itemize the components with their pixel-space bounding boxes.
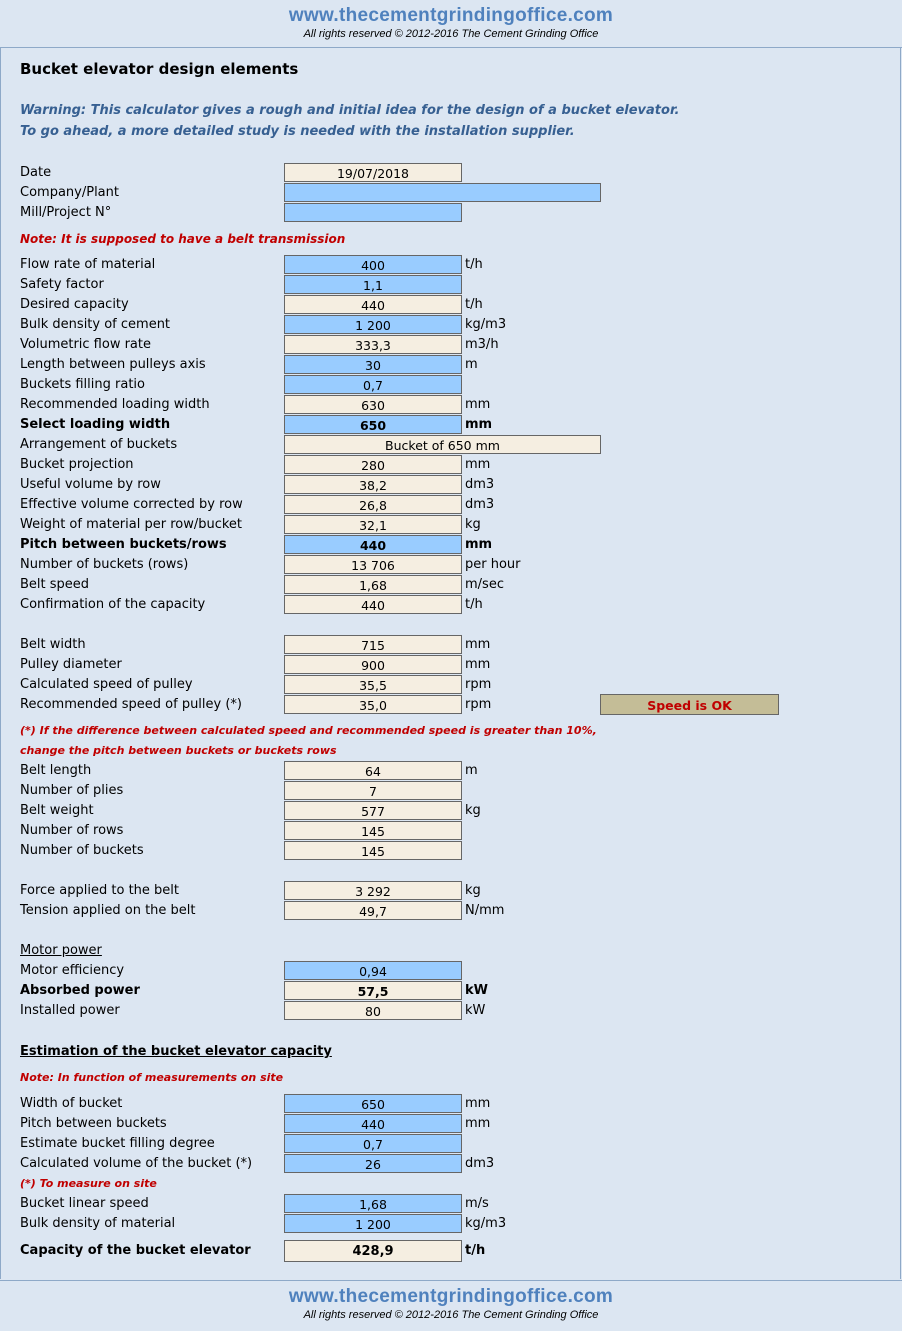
header-rights: All rights reserved © 2012-2016 The Cement Grinding Office xyxy=(303,28,599,40)
speed-status-badge: Speed is OK xyxy=(600,694,779,715)
row-label: Pitch between buckets xyxy=(20,1116,167,1131)
capacity-unit: t/h xyxy=(465,1243,486,1258)
site-footer xyxy=(0,1280,902,1331)
loading-width-input[interactable]: 650 xyxy=(284,415,462,434)
warning-line-1: Warning: This calculator gives a rough and initial idea for the design of a bucket elevator. xyxy=(20,103,680,118)
row-unit: m/sec xyxy=(465,577,504,592)
row-unit: m3/h xyxy=(465,337,499,352)
force-value: 3 292 xyxy=(284,881,462,900)
row-unit: kg/m3 xyxy=(465,317,507,332)
row-label: Weight of material per row/bucket xyxy=(20,517,243,532)
row-label: Tension applied on the belt xyxy=(20,903,196,918)
row-label: Calculated volume of the bucket (*) xyxy=(20,1156,253,1171)
row-label: Number of plies xyxy=(20,783,124,798)
speed-note-line-2: change the pitch between buckets or buckets rows xyxy=(20,744,337,757)
row-unit: mm xyxy=(465,397,491,412)
bulk-density-input[interactable]: 1 200 xyxy=(284,315,462,334)
row-label: Confirmation of the capacity xyxy=(20,597,206,612)
row-label: Motor efficiency xyxy=(20,963,125,978)
row-unit: kg xyxy=(465,517,481,532)
date-label: Date xyxy=(20,165,52,180)
bucket-pitch-input[interactable]: 440 xyxy=(284,1114,462,1133)
belt-speed-value: 1,68 xyxy=(284,575,462,594)
row-unit: kW xyxy=(465,983,488,998)
row-label: Number of buckets (rows) xyxy=(20,557,189,572)
row-unit: m xyxy=(465,357,478,372)
row-label: Pitch between buckets/rows xyxy=(20,537,227,552)
row-unit: per hour xyxy=(465,557,521,572)
pulley-length-input[interactable]: 30 xyxy=(284,355,462,374)
date-value: 19/07/2018 xyxy=(284,163,462,182)
row-unit: dm3 xyxy=(465,497,495,512)
row-unit: kg xyxy=(465,803,481,818)
row-label: Volumetric flow rate xyxy=(20,337,151,352)
row-unit: mm xyxy=(465,537,493,552)
safety-factor-input[interactable]: 1,1 xyxy=(284,275,462,294)
row-label: Buckets filling ratio xyxy=(20,377,145,392)
row-unit: kg/m3 xyxy=(465,1216,507,1231)
row-label: Arrangement of buckets xyxy=(20,437,178,452)
row-label: Belt length xyxy=(20,763,92,778)
row-label: Bucket linear speed xyxy=(20,1196,149,1211)
footer-url[interactable]: www.thecementgrindingoffice.com xyxy=(288,1286,614,1307)
row-label: Pulley diameter xyxy=(20,657,122,672)
row-label: Bucket projection xyxy=(20,457,134,472)
arrangement-value: Bucket of 650 mm xyxy=(284,435,601,454)
plies-value: 7 xyxy=(284,781,462,800)
flow-rate-input[interactable]: 400 xyxy=(284,255,462,274)
calculated-speed-value: 35,5 xyxy=(284,675,462,694)
absorbed-power-value: 57,5 xyxy=(284,981,462,1000)
installed-power-value: 80 xyxy=(284,1001,462,1020)
row-label: Desired capacity xyxy=(20,297,129,312)
belt-length-value: 64 xyxy=(284,761,462,780)
row-label: Installed power xyxy=(20,1003,120,1018)
row-label: Belt width xyxy=(20,637,86,652)
row-label: Number of buckets xyxy=(20,843,144,858)
recommended-speed-value: 35,0 xyxy=(284,695,462,714)
row-label: Recommended loading width xyxy=(20,397,210,412)
desired-capacity-value: 440 xyxy=(284,295,462,314)
row-unit: mm xyxy=(465,457,491,472)
row-unit: mm xyxy=(465,1116,491,1131)
row-unit: m xyxy=(465,763,478,778)
row-unit: t/h xyxy=(465,257,483,272)
row-unit: rpm xyxy=(465,677,492,692)
row-unit: mm xyxy=(465,657,491,672)
row-label: Belt weight xyxy=(20,803,94,818)
volumetric-flow-value: 333,3 xyxy=(284,335,462,354)
page-title: Bucket elevator design elements xyxy=(20,60,299,78)
number-buckets-hour-value: 13 706 xyxy=(284,555,462,574)
buckets-value: 145 xyxy=(284,841,462,860)
tension-value: 49,7 xyxy=(284,901,462,920)
row-label: Length between pulleys axis xyxy=(20,357,206,372)
row-label: Absorbed power xyxy=(20,983,140,998)
capacity-value: 428,9 xyxy=(284,1240,462,1262)
weight-per-row-value: 32,1 xyxy=(284,515,462,534)
motor-efficiency-input[interactable]: 0,94 xyxy=(284,961,462,980)
row-label: Bulk density of cement xyxy=(20,317,171,332)
mill-label: Mill/Project N° xyxy=(20,205,112,220)
estimation-note: Note: In function of measurements on site xyxy=(20,1071,284,1084)
row-label: Estimate bucket filling degree xyxy=(20,1136,215,1151)
row-label: Bulk density of material xyxy=(20,1216,176,1231)
row-label: Number of rows xyxy=(20,823,124,838)
row-label: Calculated speed of pulley xyxy=(20,677,193,692)
effective-volume-value: 26,8 xyxy=(284,495,462,514)
site-header xyxy=(0,0,902,48)
row-unit: kW xyxy=(465,1003,486,1018)
row-unit: kg xyxy=(465,883,481,898)
company-input[interactable] xyxy=(284,183,601,202)
belt-weight-value: 577 xyxy=(284,801,462,820)
rows-value: 145 xyxy=(284,821,462,840)
row-unit: t/h xyxy=(465,597,483,612)
estimation-heading: Estimation of the bucket elevator capacity xyxy=(20,1044,332,1059)
row-label: Belt speed xyxy=(20,577,90,592)
row-label: Effective volume corrected by row xyxy=(20,497,243,512)
linear-speed-input[interactable]: 1,68 xyxy=(284,1194,462,1213)
row-unit: dm3 xyxy=(465,1156,495,1171)
filling-ratio-input[interactable]: 0,7 xyxy=(284,375,462,394)
pulley-diameter-value: 900 xyxy=(284,655,462,674)
row-label: Width of bucket xyxy=(20,1096,123,1111)
header-url[interactable]: www.thecementgrindingoffice.com xyxy=(288,5,614,26)
row-label: Force applied to the belt xyxy=(20,883,179,898)
warning-line-2: To go ahead, a more detailed study is needed with the installation supplier. xyxy=(20,124,575,139)
footer-rights: All rights reserved © 2012-2016 The Cement Grinding Office xyxy=(303,1309,599,1321)
bucket-width-input[interactable]: 650 xyxy=(284,1094,462,1113)
confirmation-capacity-value: 440 xyxy=(284,595,462,614)
pitch-input[interactable]: 440 xyxy=(284,535,462,554)
row-unit: rpm xyxy=(465,697,492,712)
belt-width-value: 715 xyxy=(284,635,462,654)
row-label: Safety factor xyxy=(20,277,104,292)
row-unit: m/s xyxy=(465,1196,489,1211)
filling-degree-input[interactable]: 0,7 xyxy=(284,1134,462,1153)
row-unit: mm xyxy=(465,1096,491,1111)
measure-note: (*) To measure on site xyxy=(20,1177,157,1190)
recommended-width-value: 630 xyxy=(284,395,462,414)
row-unit: N/mm xyxy=(465,903,505,918)
row-unit: mm xyxy=(465,637,491,652)
useful-volume-value: 38,2 xyxy=(284,475,462,494)
row-label: Flow rate of material xyxy=(20,257,156,272)
row-label: Useful volume by row xyxy=(20,477,161,492)
capacity-label: Capacity of the bucket elevator xyxy=(20,1243,251,1258)
row-unit: dm3 xyxy=(465,477,495,492)
mill-input[interactable] xyxy=(284,203,462,222)
row-unit: t/h xyxy=(465,297,483,312)
speed-note-line-1: (*) If the difference between calculated speed and recommended speed is greater than 10%, xyxy=(20,724,597,737)
row-label: Recommended speed of pulley (*) xyxy=(20,697,242,712)
row-unit: mm xyxy=(465,417,493,432)
motor-heading: Motor power xyxy=(20,943,102,958)
row-label: Select loading width xyxy=(20,417,171,432)
company-label: Company/Plant xyxy=(20,185,119,200)
bucket-volume-input[interactable]: 26 xyxy=(284,1154,462,1173)
bucket-projection-value: 280 xyxy=(284,455,462,474)
material-density-input[interactable]: 1 200 xyxy=(284,1214,462,1233)
note-belt: Note: It is supposed to have a belt transmission xyxy=(20,232,346,246)
